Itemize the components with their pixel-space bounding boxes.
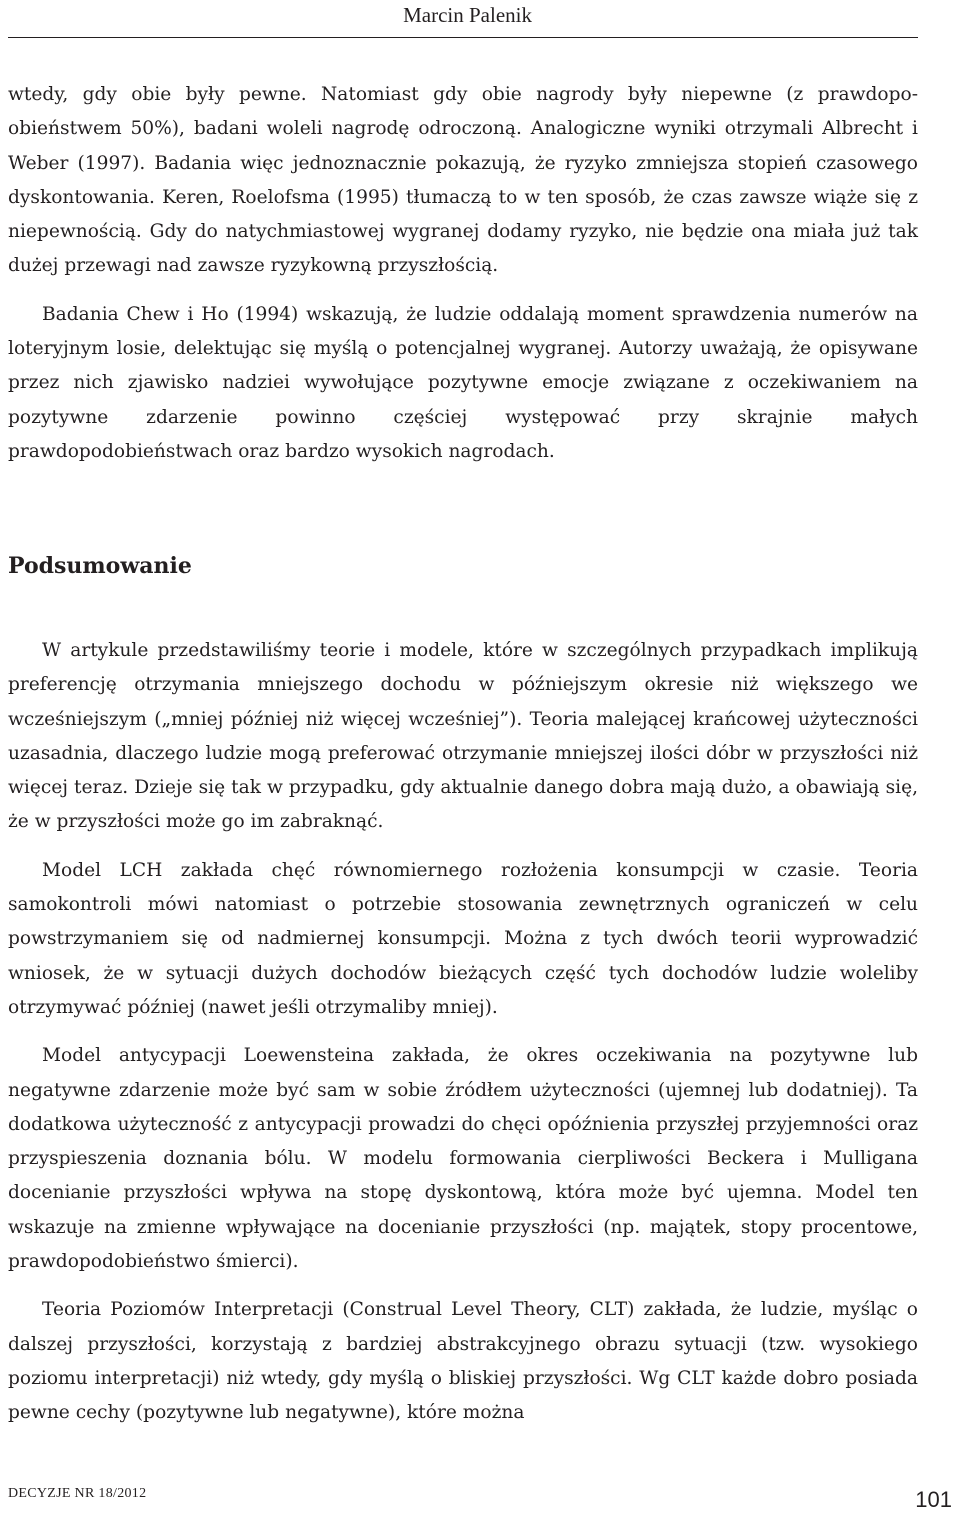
paragraph: Badania Chew i Ho (1994) wskazują, że ludzie oddalają moment sprawdzenia numerów na loteryjnym losie, delektując się myślą o potencjalnej wygranej. Autorzy uważają, że opisywane przez nich zjawisko nadziei wywołujące pozytywne emocje związane z oczekiwaniem na pozytywne zdarzenie powinno częściej występować przy skrajnie małych prawdopodobieństwach oraz bardzo wysokich nagrodach. — [8, 303, 918, 462]
section-heading: Podsumowanie — [8, 553, 192, 579]
footer-journal-issue: DECYZJE NR 18/2012 — [8, 1486, 147, 1501]
paragraph: Teoria Poziomów Interpretacji (Construal Level Theory, CLT) zakłada, że ludzie, myśląc o dalszej przyszłości, korzystają z bardziej abstrakcyjnego obrazu sytuacji (tzw. wysokiego poziomu interpretacji) niż wtedy, gdy myślą o bliskiej przyszłości. Wg CLT każde dobro posiada pewne cechy (pozytywne lub negatywne), które można — [8, 1299, 918, 1424]
paragraph: wtedy, gdy obie były pewne. Natomiast gdy obie nagrody były niepewne (z prawdopoobieństwem 50%), badani woleli nagrodę odroczoną. Analogiczne wyniki otrzymali Albrecht i Weber (1997). Badania więc jednoznacznie pokazują, że ryzyko zmniejsza stopień czasowego dyskontowania. Keren, Roelofsma (1995) tłumaczą to w ten sposób, że czas zawsze wiąże się z niepewnością. Gdy do natychmiastowej wygranej dodamy ryzyko, nie będzie ona miała już tak dużej przewagi nad zawsze ryzykowną przyszłością. — [8, 84, 918, 277]
page-number: 101 — [915, 1487, 952, 1512]
paragraph: Model antycypacji Loewensteina zakłada, że okres oczekiwania na pozytywne lub negatywne zdarzenie może być sam w sobie źródłem użyteczności (ujemnej lub dodatniej). Ta dodatkowa użyteczność z antycypacji prowadzi do chęci opóźnienia przyszłej przyjemności oraz przyspieszenia doznania bólu. W modelu formowania cierpliwości Beckera i Mulligana docenianie przyszłości wpływa na stopę dyskontową, która może być ujemna. Model ten wskazuje na zmienne wpływające na docenianie przyszłości (np. majątek, stopy procentowe, prawdopodobieństwo śmierci). — [8, 1045, 918, 1273]
running-header-author: Marcin Palenik — [403, 3, 532, 27]
header-divider — [8, 37, 918, 38]
paragraph: Model LCH zakłada chęć równomiernego rozłożenia konsumpcji w czasie. Teoria samokontroli mówi natomiast o potrzebie stosowania zewnętrznych ograniczeń w celu powstrzymaniem się od nadmiernej konsumpcji. Można z tych dwóch teorii wyprowadzić wniosek, że w sytuacji dużych dochodów bieżących część tych dochodów ludzie woleliby otrzymywać później (nawet jeśli otrzymaliby mniej). — [8, 859, 918, 1018]
body-text-top — [8, 78, 918, 483]
paragraph: W artykule przedstawiliśmy teorie i modele, które w szczególnych przypadkach implikują preferencję otrzymania mniejszego dochodu w późniejszym okresie niż większego we wcześniejszym („mniej później niż więcej wcześniej”). Teoria malejącej krańcowej użyteczności uzasadnia, dlaczego ludzie mogą preferować otrzymanie mniejszej ilości dóbr w przyszłości niż więcej teraz. Dzieje się tak w przypadku, gdy aktualnie danego dobra mają dużo, a obawiają się, że w przyszłości może go im zabraknąć. — [8, 640, 918, 833]
body-text-summary — [8, 634, 918, 1445]
